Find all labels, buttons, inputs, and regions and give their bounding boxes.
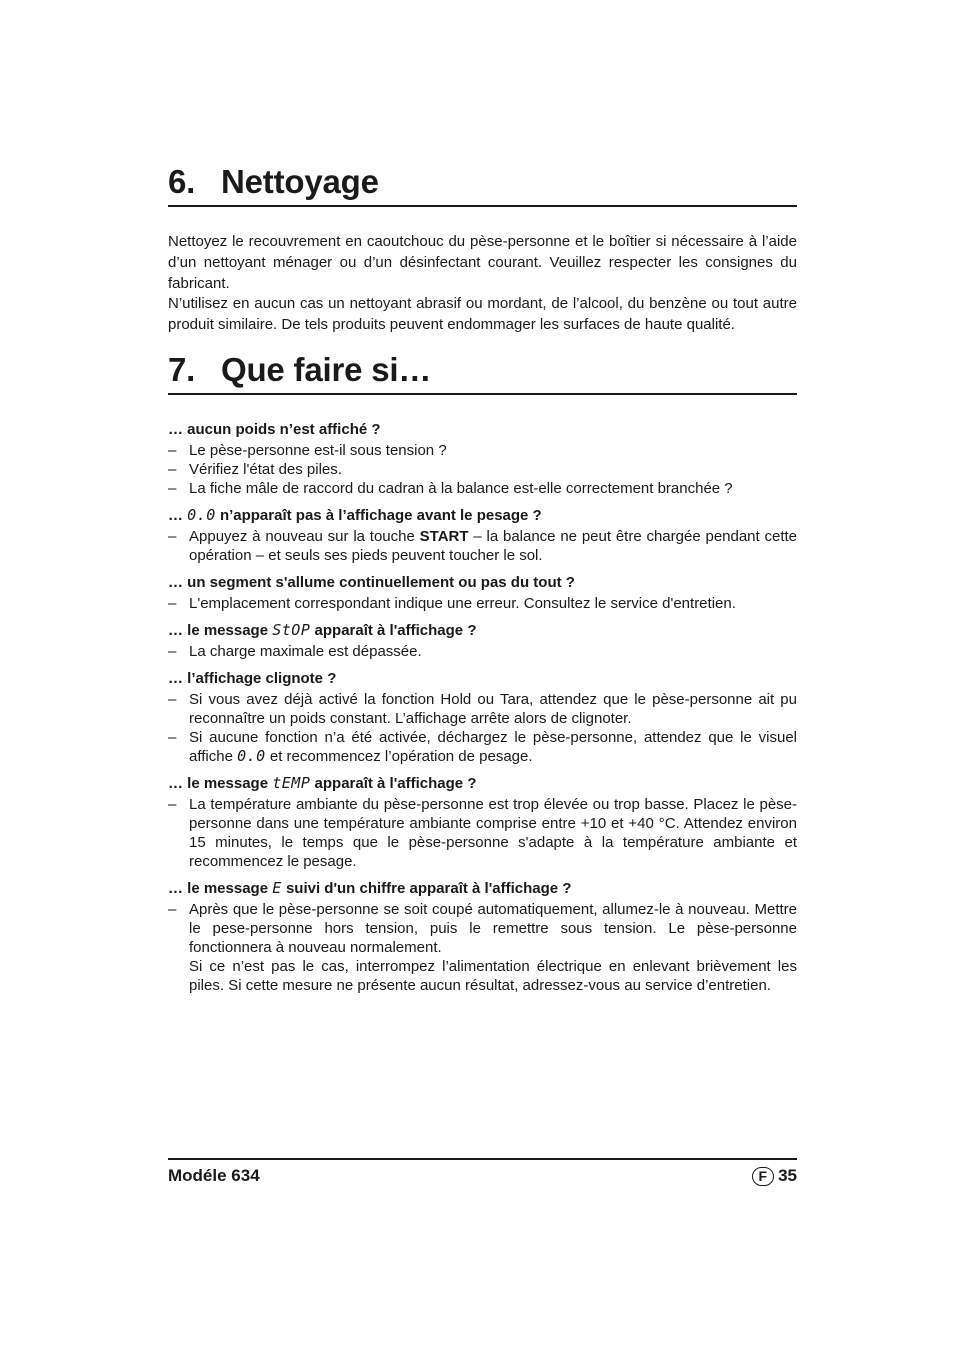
section-heading-troubleshooting	[168, 351, 797, 395]
faq-question: … aucun poids n’est affiché ?	[168, 421, 381, 438]
answer-item: – Si aucune fonction n’a été activée, déchargez le pèse-personne, attendez que le visuel affiche 0.0 et recommencez l’opération de pesage.	[168, 729, 797, 765]
page-number: 35	[778, 1166, 797, 1185]
section-heading-cleaning	[168, 163, 797, 207]
faq-answers	[168, 441, 797, 498]
answer-item: – L'emplacement correspondant indique une erreur. Consultez le service d'entretien.	[168, 595, 736, 612]
faq-question: … le message E suivi d'un chiffre apparaît à l'affichage ?	[168, 879, 572, 897]
faq-item	[168, 621, 797, 661]
faq-answers	[168, 690, 797, 766]
section-title: Nettoyage	[221, 163, 379, 200]
faq-question: … un segment s'allume continuellement ou pas du tout ?	[168, 574, 575, 591]
section-title: Que faire si…	[221, 351, 432, 388]
answer-item: – La température ambiante du pèse-personne est trop élevée ou trop basse. Placez le pèse-personne dans une température ambiante comprise entre +10 et +40 °C. Attendez environ 15 minutes, le temps que le pèse-personne s'adapte à la température ambiante et recommencez le pesage.	[168, 796, 797, 870]
lcd-display-text: 0.0	[237, 747, 266, 765]
faq-question: … le message StOP apparaît à l'affichage ?	[168, 621, 477, 639]
faq-item	[168, 573, 797, 613]
answer-item: – Vérifiez l'état des piles.	[168, 461, 342, 478]
lcd-display-text: E	[272, 879, 282, 897]
answer-item: – Si vous avez déjà activé la fonction Hold ou Tara, attendez que le pèse-personne ait pu reconnaître un poids constant. L’affichage arrête alors de clignoter.	[168, 691, 797, 727]
start-key-label: START	[419, 528, 469, 545]
paragraph: Nettoyez le recouvrement en caoutchouc du pèse-personne et le boîtier si nécessaire à l’aide d’un nettoyant ménager ou d’un désinfectant courant. Veuillez respecter les consignes du fabricant.	[168, 233, 797, 292]
troubleshooting-list	[168, 420, 797, 1003]
answer-item: – La fiche mâle de raccord du cadran à la balance est-elle correctement branchée ?	[168, 480, 733, 497]
faq-answers	[168, 795, 797, 871]
answer-item: – Appuyez à nouveau sur la touche START – la balance ne peut être chargée pendant cette opération – et seuls ses pieds peuvent toucher le sol.	[168, 528, 798, 564]
lcd-display-text: tEMP	[272, 774, 311, 792]
faq-item	[168, 879, 797, 995]
page-indicator	[752, 1166, 797, 1186]
faq-answers	[168, 642, 797, 661]
faq-item	[168, 506, 797, 565]
model-name: Modéle 634	[168, 1166, 260, 1185]
faq-question: … l’affichage clignote ?	[168, 670, 337, 687]
faq-item	[168, 774, 797, 871]
language-badge: F	[752, 1167, 775, 1186]
faq-answers	[168, 900, 797, 995]
faq-question: … le message tEMP apparaît à l'affichage ?	[168, 774, 477, 792]
page-footer	[168, 1158, 797, 1186]
faq-question: … 0.0 n’apparaît pas à l’affichage avant le pesage ?	[168, 506, 542, 524]
paragraph: N’utilisez en aucun cas un nettoyant abrasif ou mordant, de l’alcool, du benzène ou tout autre produit similaire. De tels produits peuvent endommager les surfaces de haute qualité.	[168, 295, 797, 334]
answer-item: – Après que le pèse-personne se soit coupé automatiquement, allumez-le à nouveau. Mettre le pese-personne hors tension, puis le remettre sous tension. Le pèse-personne fonctionnera à nouveau normalement. Si ce n’est pas le cas, interrompez l’alimentation électrique en enlevant brièvement les piles. Si cette mesure ne présente aucun résultat, adressez-vous au service d’entretien.	[168, 901, 797, 994]
faq-answers	[168, 594, 797, 613]
section-number: 7.	[168, 351, 196, 388]
faq-item	[168, 420, 797, 498]
answer-item: – La charge maximale est dépassée.	[168, 643, 422, 660]
lcd-display-text: StOP	[272, 621, 311, 639]
answer-item: – Le pèse-personne est-il sous tension ?	[168, 442, 447, 459]
faq-item	[168, 669, 797, 766]
cleaning-text	[168, 232, 797, 336]
section-number: 6.	[168, 163, 196, 200]
lcd-display-text: 0.0	[187, 506, 216, 524]
faq-answers	[168, 527, 797, 565]
